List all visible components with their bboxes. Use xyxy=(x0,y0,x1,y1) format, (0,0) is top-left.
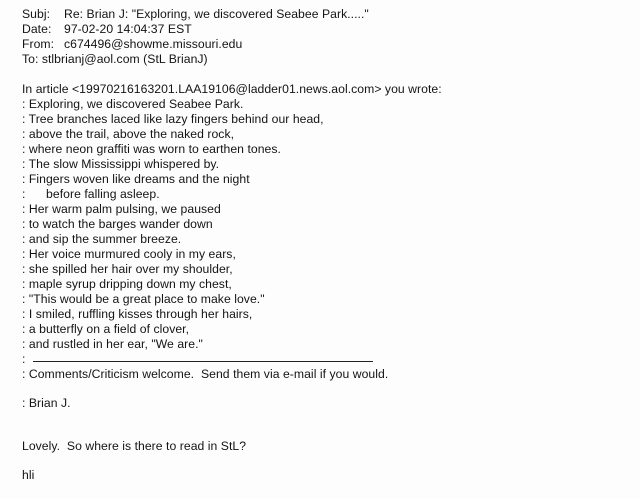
quoted-line: : Her voice murmured cooly in my ears, xyxy=(22,247,236,261)
signature-line: : Brian J. xyxy=(22,396,71,410)
date-label: Date: xyxy=(22,22,52,36)
from-label: From: xyxy=(22,37,55,51)
quoted-line: : Fingers woven like dreams and the night xyxy=(22,172,250,186)
subject-line xyxy=(22,7,369,21)
subject-label: Subj: xyxy=(22,7,51,21)
quoted-line: : where neon graffiti was worn to earthen tones. xyxy=(22,142,281,156)
quoted-line: : Exploring, we discovered Seabee Park. xyxy=(22,97,244,111)
horizontal-rule xyxy=(33,361,373,362)
date-line xyxy=(22,22,192,36)
rule-prefix: : xyxy=(22,352,26,366)
quoted-line: : above the trail, above the naked rock, xyxy=(22,127,235,141)
sign-off: hli xyxy=(22,468,35,482)
quoted-line: : and rustled in her ear, "We are." xyxy=(22,337,203,351)
quoted-line: : The slow Mississippi whispered by. xyxy=(22,157,220,171)
quoted-line: : maple syrup dripping down my chest, xyxy=(22,277,232,291)
from-value: c674496@showme.missouri.edu xyxy=(64,37,243,51)
comments-line: : Comments/Criticism welcome. Send them via e-mail if you would. xyxy=(22,367,389,381)
quoted-line: : and sip the summer breeze. xyxy=(22,232,182,246)
quoted-line: : she spilled her hair over my shoulder, xyxy=(22,262,233,276)
intro-line: In article <19970216163201.LAA19106@ladder01.news.aol.com> you wrote: xyxy=(22,82,442,96)
to-line: To: stlbrianj@aol.com (StL BrianJ) xyxy=(22,52,208,66)
from-line xyxy=(22,37,242,51)
quoted-line: : I smiled, ruffling kisses through her hairs, xyxy=(22,307,253,321)
quoted-line: : "This would be a great place to make love." xyxy=(22,292,265,306)
quoted-line: : Her warm palm pulsing, we paused xyxy=(22,202,221,216)
reply-line: Lovely. So where is there to read in StL? xyxy=(22,439,247,453)
quoted-line: : a butterfly on a field of clover, xyxy=(22,322,190,336)
subject-value: Re: Brian J: "Exploring, we discovered Seabee Park....." xyxy=(64,7,369,21)
quoted-line: : Tree branches laced like lazy fingers behind our head, xyxy=(22,112,324,126)
date-value: 97-02-20 14:04:37 EST xyxy=(64,22,192,36)
quoted-line: : to watch the barges wander down xyxy=(22,217,213,231)
quoted-line: : before falling asleep. xyxy=(22,187,160,201)
